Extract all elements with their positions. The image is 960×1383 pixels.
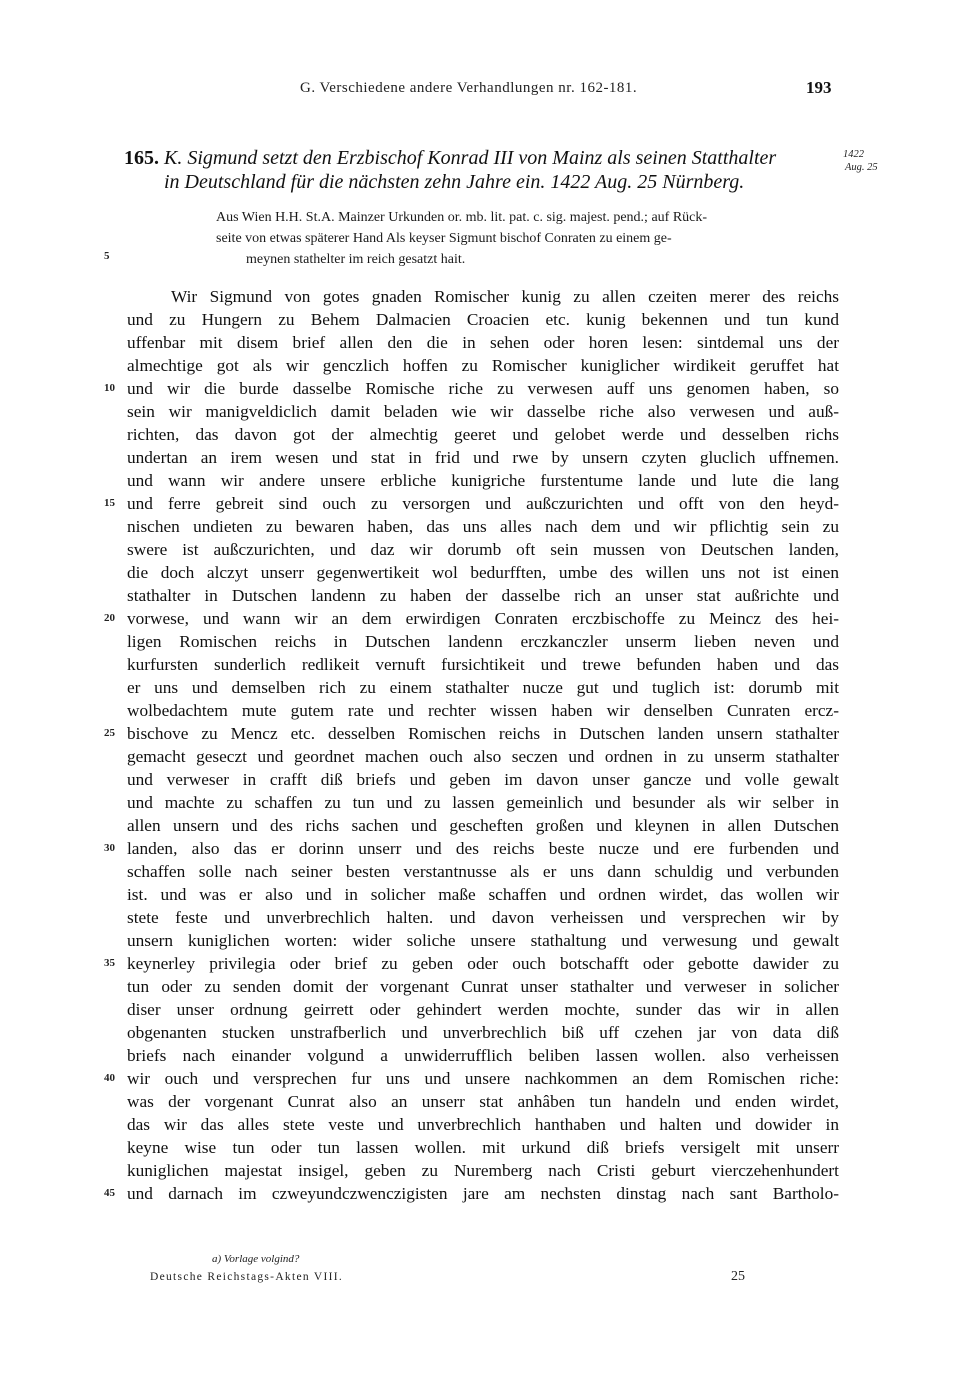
body-line: allen unsern und des richs sachen und gescheften großen und kleynen in allen Dutschen (127, 816, 839, 835)
body-line: briefs nach einander volgund a unwiderrufflich beliben lassen wollen. also verheissen (127, 1046, 839, 1065)
body-line: das wir das alles stete veste und unverbrechlich hanthaben und halten und dowider in (127, 1115, 839, 1134)
line-number: 25 (104, 727, 115, 739)
body-line: ist. und was er also und in solicher maße schaffen und ordnen wirdet, das wollen wir (127, 885, 839, 904)
footer-signature: 25 (731, 1269, 745, 1284)
body-line: kurfursten sunderlich redlikeit vernuft fursichtikeit und trewe befunden haben und das (127, 655, 839, 674)
line-number: 10 (104, 382, 115, 394)
body-line: wolbedachtem mute gutem rate und rechter wissen haben wir denselben Cunraten ercz- (127, 701, 839, 720)
line-number: 30 (104, 842, 115, 854)
body-line: vorwese, und wann wir an dem erwirdigen Conraten erczbischoffe zu Meincz des hei- (127, 609, 839, 628)
footer-collection: Deutsche Reichstags-Akten VIII. (150, 1271, 344, 1283)
body-line: und verweser in crafft diß briefs und geben im davon unser gancze und volle gewalt (127, 770, 839, 789)
source-line-number: 5 (104, 250, 110, 262)
body-line: almechtige got als wir genczlich hoffen zu Romischer kuniglicher wirdikeit geruffet hat (127, 356, 839, 375)
line-number: 35 (104, 957, 115, 969)
body-line: richten, das davon got der almechtig geeret und gelobet werde und desselben richs (127, 425, 839, 444)
body-line: obgenanten stucken unstrafberlich und unverbrechlich biß uff czehen jar von data diß (127, 1023, 839, 1042)
body-line: ligen Romischen reichs in Dutschen landenn erczkanczler unserm lieben neven und (127, 632, 839, 651)
body-line: und wir die burde dasselbe Romische riche zu verwesen auff uns genomen haben, so (127, 379, 839, 398)
body-line: und zu Hungern zu Behem Dalmacien Croacien etc. kunig bekennen und tun kund (127, 310, 839, 329)
footnote: a) Vorlage volgind? (212, 1253, 300, 1265)
body-line: gemacht geseczt und geordnet machen ouch also seczen und ordnen in zu unserm stathalter (127, 747, 839, 766)
body-line: Wir Sigmund von gotes gnaden Romischer kunig zu allen czeiten merer des reichs (171, 287, 839, 306)
body-line: bischove zu Mencz etc. desselben Romischen reichs in Dutschen landen unsern stathalter (127, 724, 839, 743)
margin-date (843, 148, 893, 174)
source-line-2: seite von etwas späterer Hand Als keyser Sigmunt bischof Conraten zu einem ge- (216, 231, 672, 246)
body-line: diser unser ordnung geirrett oder gehindert werden mochte, sunder das wir in allen (127, 1000, 839, 1019)
document-number: 165. (124, 147, 159, 169)
body-line: was der vorgenant Cunrat also an unserr stat anhâben tun handeln und enden wirdet, (127, 1092, 839, 1111)
heading-line-1: K. Sigmund setzt den Erzbischof Konrad III von Mainz als seinen Statthalter (164, 147, 777, 169)
source-note (216, 207, 840, 270)
running-title: G. Verschiedene andere Verhandlungen nr. 162-181. (300, 80, 638, 96)
body-line: schaffen solle nach seiner besten verstantnusse als er uns dann schuldig und verbunden (127, 862, 839, 881)
body-line: und ferre gebreit sind ouch zu versorgen und außczurichten und offt von den heyd- (127, 494, 839, 513)
body-line: nischen undieten zu bewaren haben, das uns alles nach dem und wir pflichtig sein zu (127, 517, 839, 536)
body-line: keyne wise tun oder tun lassen wollen. mit urkund diß briefs versigelt mit unserr (127, 1138, 839, 1157)
body-line: swere ist außczurichten, und daz wir dorumb oft sein mussen von Deutschen landen, (127, 540, 839, 559)
body-line: landen, also das er dorinn unserr und des reichs beste nucze und ere furbenden und (127, 839, 839, 858)
body-line: keynerley privilegia oder brief zu geben oder ouch botschafft oder gebotte dawider zu (127, 954, 839, 973)
source-line-3: meynen stathelter im reich gesatzt hait. (246, 252, 466, 267)
source-line-1: Aus Wien H.H. St.A. Mainzer Urkunden or. mb. lit. pat. c. sig. majest. pend.; auf Rück- (216, 210, 708, 225)
document-body (127, 285, 839, 1205)
body-line: sein wir manigveldiclich damit beladen wie wir dasselbe riche also verwesen und auß- (127, 402, 839, 421)
line-number: 20 (104, 612, 115, 624)
body-line: die doch alczyt unserr gegenwertikeit wol bedurfften, umbe des willen uns not ist einen (127, 563, 839, 582)
margin-date-year: 1422 (843, 149, 864, 160)
body-line: uffenbar mit disem brief allen den die in sehen oder horen lesen: sintdemal uns der (127, 333, 839, 352)
body-line: und darnach im czweyundczwenczigisten jare am nechsten dinstag nach sant Bartholo- (127, 1184, 839, 1203)
body-line: tun oder zu senden domit der vorgenant Cunrat unser stathalter und verweser in solicher (127, 977, 839, 996)
body-line: wir ouch und versprechen fur uns und unsere nachkommen an dem Romischen riche: (127, 1069, 839, 1088)
line-number: 15 (104, 497, 115, 509)
page-number: 193 (806, 78, 832, 97)
body-line: undertan an irem wesen und stat in frid und rwe by unsern czyten gluclich uffnemen. (127, 448, 839, 467)
body-line: kuniglichen majestat insigel, geben zu Nuremberg nach Cristi geburt vierczehenhundert (127, 1161, 839, 1180)
body-line: stete feste und unverbrechlich halten. und davon verheissen und versprechen wir by (127, 908, 839, 927)
heading-line-2: in Deutschland für die nächsten zehn Jahre ein. 1422 Aug. 25 Nürnberg. (164, 171, 745, 193)
body-line: stathalter in Dutschen landenn zu haben der dasselbe rich an unser stat außrichte und (127, 586, 839, 605)
body-line: und machte zu schaffen zu tun und zu lassen gemeinlich und besunder als wir selber in (127, 793, 839, 812)
line-number: 45 (104, 1187, 115, 1199)
body-line: und wann wir andere unsere erbliche kunigriche furstentume lande und lute die lang (127, 471, 839, 490)
document-heading (124, 146, 840, 194)
body-line: unsern kuniglichen worten: wider soliche unsere stathaltung und verwesung und gewalt (127, 931, 839, 950)
margin-date-day: Aug. 25 (845, 162, 878, 173)
body-line: er uns und demselben rich zu einem stathalter nucze gut und tuglich ist: dorumb mit (127, 678, 839, 697)
running-head (0, 78, 960, 100)
line-number: 40 (104, 1072, 115, 1084)
